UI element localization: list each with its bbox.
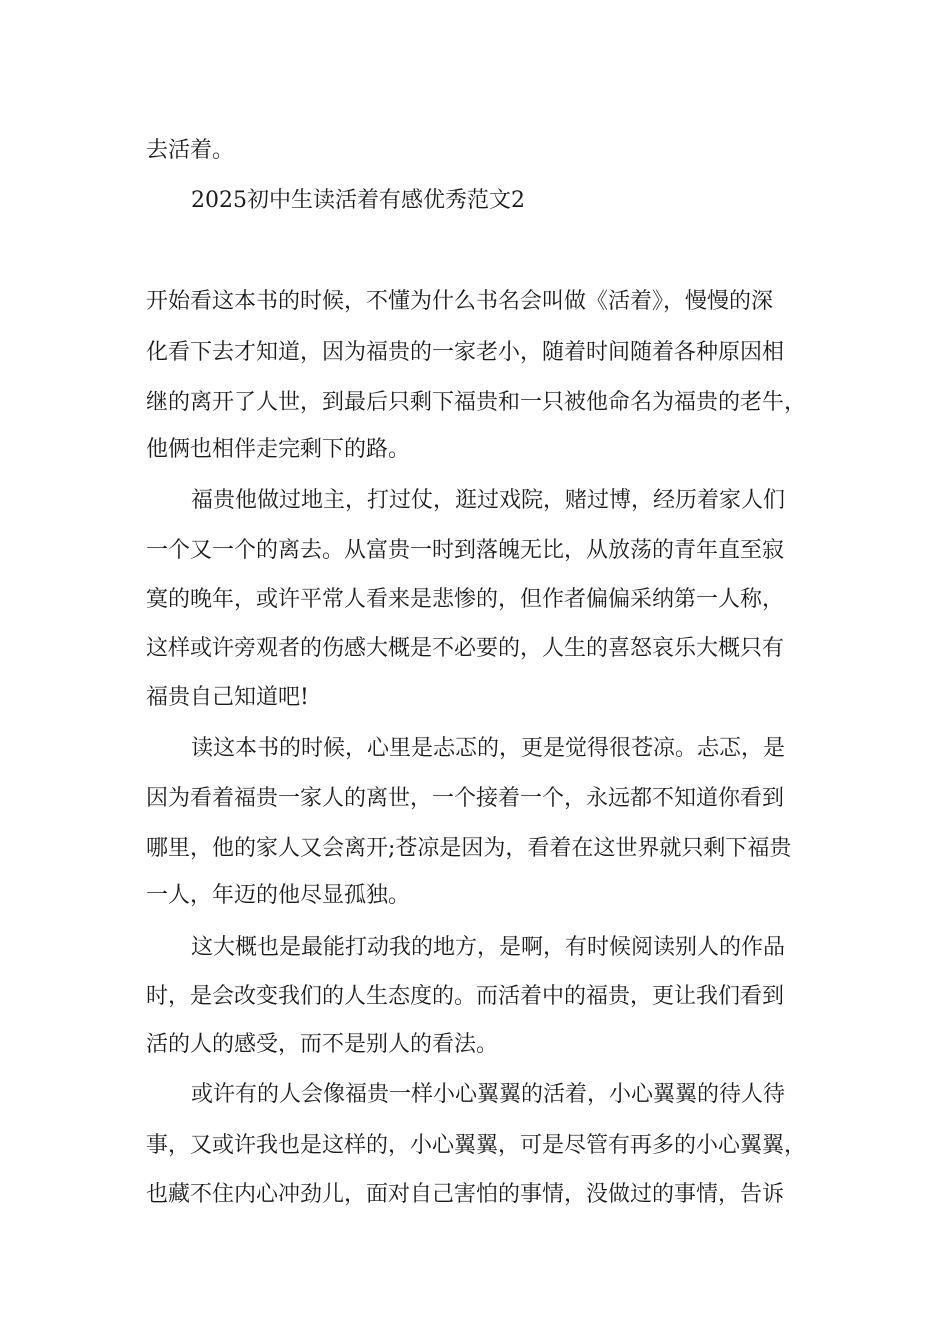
text-line: 这样或许旁观者的伤感大概是不必要的，人生的喜怒哀乐大概只有 [146,636,785,661]
text-line: 福贵自己知道吧! [146,685,309,710]
text-line: 读这本书的时候，心里是忐忑的，更是觉得很苍凉。忐忑，是 [191,736,786,761]
text-line: 继的离开了人世，到最后只剩下福贵和一只被他命名为福贵的老牛， [146,390,807,415]
essay-title: 2025初中生读活着有感优秀范文2 [191,188,525,213]
text-line: 哪里，他的家人又会离开;苍凉是因为，看着在这世界就只剩下福贵 [146,836,792,861]
text-line: 他俩也相伴走完剩下的路。 [146,437,411,462]
opening-line: 去活着。 [146,138,235,163]
text-line: 这大概也是最能打动我的地方，是啊，有时候阅读别人的作品 [191,935,786,960]
text-line: 一人，年迈的他尽显孤独。 [146,883,411,908]
text-line: 福贵他做过地主，打过仗，逛过戏院，赌过博，经历着家人们 [191,488,786,513]
text-line: 一个又一个的离去。从富贵一时到落魄无比，从放荡的青年直至寂 [146,538,785,563]
text-line: 活的人的感受，而不是别人的看法。 [146,1032,499,1057]
text-line: 时，是会改变我们的人生态度的。而活着中的福贵，更让我们看到 [146,984,785,1009]
text-line: 化看下去才知道，因为福贵的一家老小，随着时间随着各种原因相 [146,340,785,365]
text-line: 因为看着福贵一家人的离世，一个接着一个，永远都不知道你看到 [146,786,785,811]
text-line: 也藏不住内心冲劲儿，面对自己害怕的事情，没做过的事情，告诉 [146,1182,785,1207]
text-line: 寞的晚年，或许平常人看来是悲惨的，但作者偏偏采纳第一人称， [146,587,785,612]
text-line: 开始看这本书的时候，不懂为什么书名会叫做《活着》，慢慢的深 [146,289,774,314]
text-line: 或许有的人会像福贵一样小心翼翼的活着，小心翼翼的待人待 [191,1082,786,1107]
text-line: 事，又或许我也是这样的，小心翼翼，可是尽管有再多的小心翼翼， [146,1133,807,1158]
